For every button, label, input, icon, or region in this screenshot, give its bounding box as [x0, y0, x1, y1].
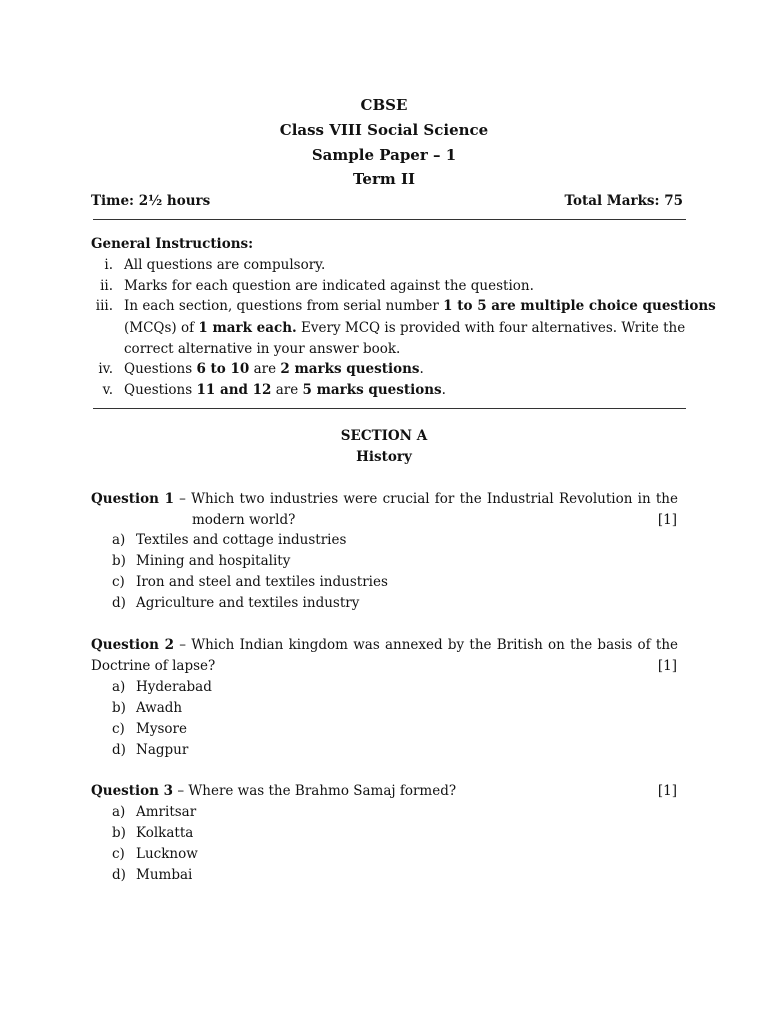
instruction-text: Questions	[124, 361, 197, 377]
instruction-text: are	[249, 361, 281, 377]
section-title: SECTION A	[340, 428, 428, 444]
question-2-stem	[91, 637, 678, 653]
instruction-emphasis: 2 marks questions	[280, 361, 420, 377]
option-text: Agriculture and textiles industry	[136, 595, 360, 611]
question-text: – Which Indian kingdom was annexed by the British on the basis of the	[174, 637, 678, 653]
instructions-heading: General Instructions:	[91, 236, 254, 252]
option-letter: b)	[112, 825, 126, 841]
question-marks: [1]	[657, 658, 677, 674]
time-label: Time: 2½ hours	[91, 193, 211, 209]
instruction-text: are	[271, 382, 303, 398]
option-letter: c)	[112, 846, 125, 862]
instruction-text: .	[441, 382, 446, 398]
divider-instructions	[93, 408, 686, 409]
instruction-text: Questions	[124, 382, 197, 398]
instruction-emphasis: 11 and 12	[196, 382, 272, 398]
paper-title: Sample Paper – 1	[311, 146, 457, 164]
instruction-number: i.	[104, 257, 113, 273]
question-marks: [1]	[657, 512, 677, 528]
instruction-emphasis: 5 marks questions	[302, 382, 442, 398]
option-letter: d)	[112, 867, 126, 883]
option-letter: c)	[112, 574, 125, 590]
option-letter: d)	[112, 595, 126, 611]
total-marks-label: Total Marks: 75	[564, 193, 683, 209]
instruction-number: ii.	[100, 278, 113, 294]
option-text: Amritsar	[136, 804, 197, 820]
instruction-text: .	[419, 361, 424, 377]
option-letter: b)	[112, 553, 126, 569]
question-label: Question 2	[91, 637, 174, 653]
option-text: Kolkatta	[136, 825, 194, 841]
term-title: Term II	[352, 170, 415, 188]
instruction-item: All questions are compulsory.	[124, 257, 326, 273]
question-text-cont: Doctrine of lapse?	[91, 658, 216, 674]
option-letter: a)	[112, 679, 126, 695]
option-text: Mining and hospitality	[136, 553, 291, 569]
option-letter: a)	[112, 532, 126, 548]
instruction-number: iv.	[98, 361, 113, 377]
option-letter: b)	[112, 700, 126, 716]
instruction-text: Every MCQ is provided with four alternatives. Write the	[296, 320, 686, 336]
instruction-emphasis: 1 mark each.	[198, 320, 297, 336]
option-text: Nagpur	[136, 742, 189, 758]
question-marks: [1]	[657, 783, 677, 799]
instruction-emphasis: 6 to 10	[196, 361, 250, 377]
instruction-item	[124, 298, 716, 314]
option-text: Hyderabad	[136, 679, 212, 695]
question-text: – Where was the Brahmo Samaj formed?	[173, 783, 457, 799]
question-label: Question 3	[91, 783, 174, 799]
option-text: Awadh	[136, 700, 183, 716]
question-1-stem	[91, 491, 678, 507]
instruction-text: In each section, questions from serial number	[124, 298, 444, 314]
option-text: Mumbai	[136, 867, 193, 883]
instruction-emphasis: 1 to 5 are multiple choice questions	[443, 298, 716, 314]
instruction-item-cont	[124, 320, 686, 336]
class-subject-title: Class VIII Social Science	[279, 121, 489, 139]
instruction-item: Marks for each question are indicated against the question.	[124, 278, 534, 294]
instruction-item	[124, 382, 678, 398]
question-text: – Which two industries were crucial for the Industrial Revolution in the	[173, 491, 678, 507]
section-subject: History	[356, 449, 412, 465]
option-letter: c)	[112, 721, 125, 737]
option-text: Textiles and cottage industries	[136, 532, 347, 548]
question-text-cont: modern world?	[192, 512, 296, 528]
option-text: Iron and steel and textiles industries	[136, 574, 388, 590]
instruction-number: iii.	[95, 298, 113, 314]
instruction-number: v.	[102, 382, 113, 398]
divider-top	[93, 219, 686, 220]
option-text: Lucknow	[136, 846, 198, 862]
question-3-stem	[91, 783, 456, 799]
option-letter: a)	[112, 804, 126, 820]
board-title: CBSE	[360, 96, 408, 114]
instruction-item	[124, 361, 678, 377]
instruction-item-cont: correct alternative in your answer book.	[124, 341, 401, 357]
question-label: Question 1	[91, 491, 174, 507]
option-text: Mysore	[136, 721, 187, 737]
instruction-text: (MCQs) of	[124, 320, 199, 336]
option-letter: d)	[112, 742, 126, 758]
